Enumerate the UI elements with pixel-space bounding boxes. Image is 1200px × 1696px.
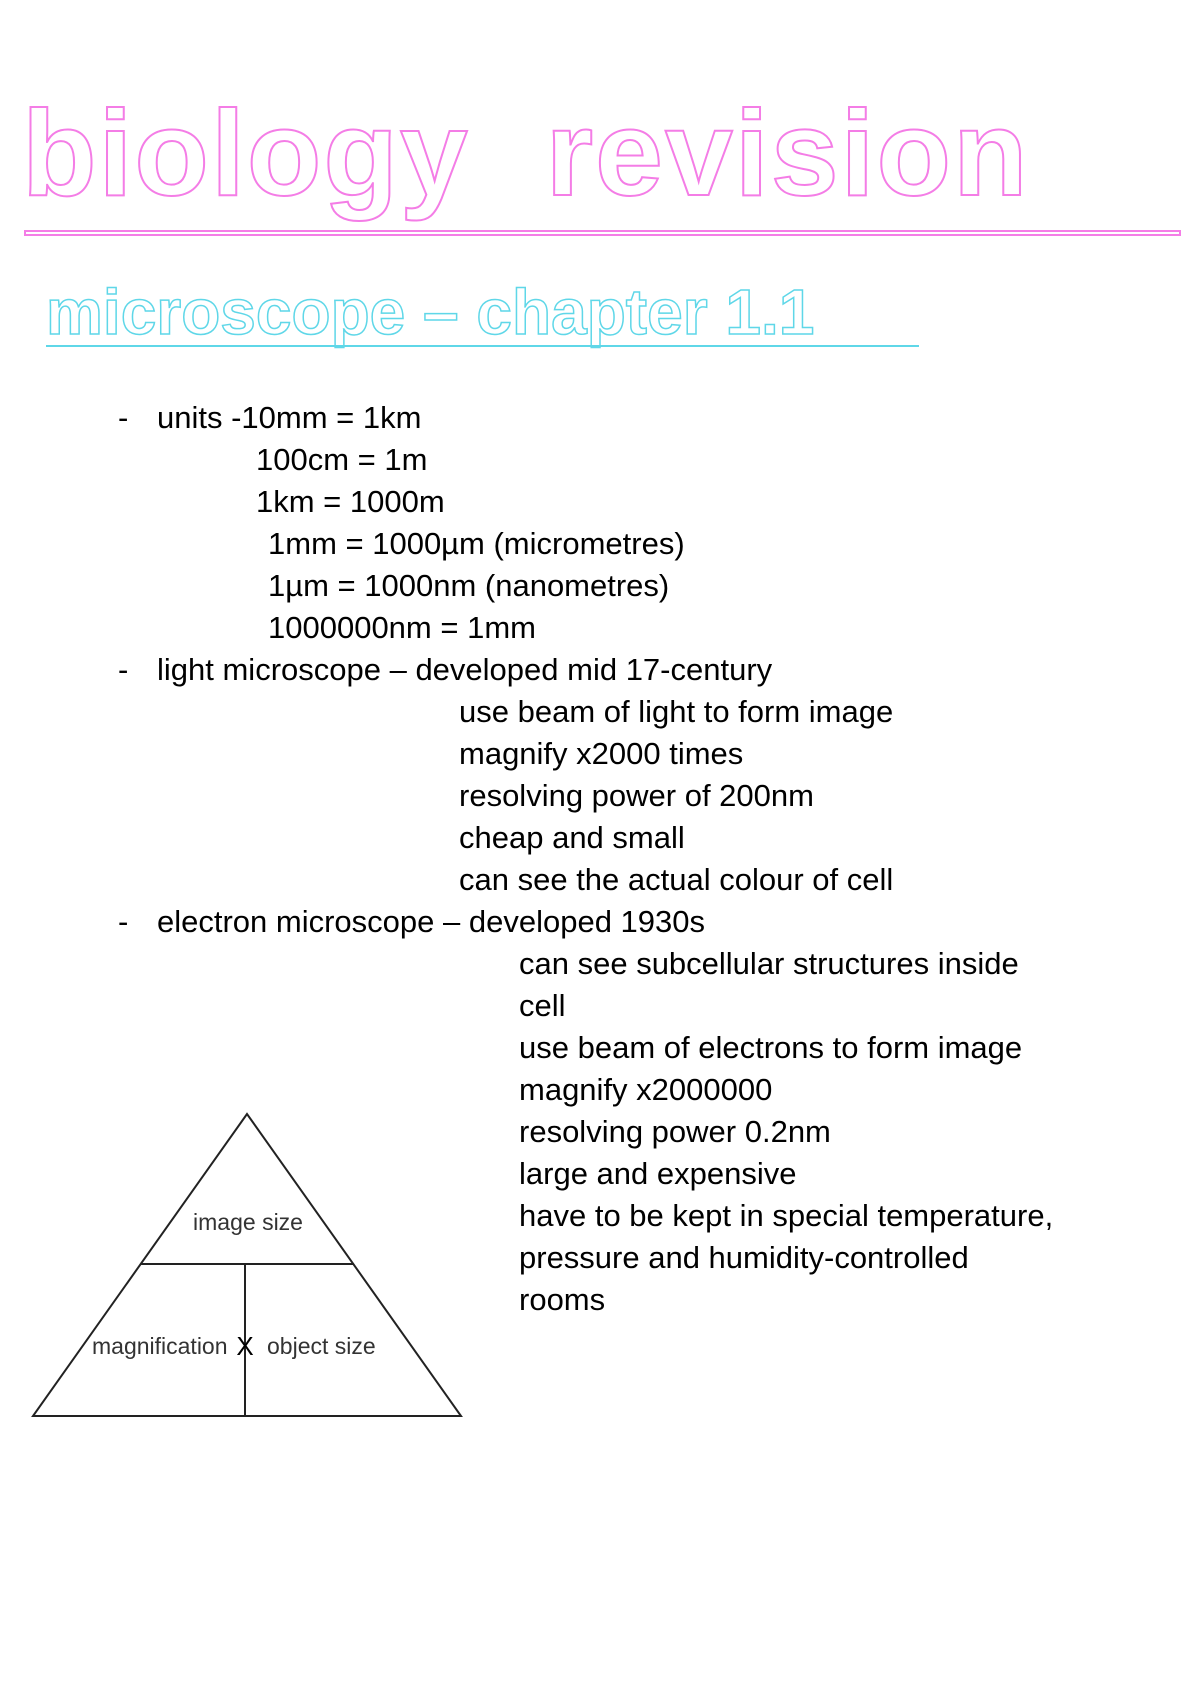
light-microscope-line: magnify x2000 times [459, 736, 744, 771]
light-microscope-line: use beam of light to form image [459, 694, 894, 729]
bullet-dash: - [118, 904, 129, 939]
triangle-right-label: object size [267, 1333, 376, 1359]
electron-microscope-line: pressure and humidity-controlled [519, 1240, 969, 1275]
title-underline [24, 230, 1181, 236]
units-line: 1mm = 1000µm (micrometres) [268, 526, 685, 561]
electron-microscope-line: resolving power 0.2nm [519, 1114, 831, 1149]
magnification-triangle-diagram [30, 1100, 470, 1430]
triangle-top-label: image size [193, 1209, 303, 1235]
light-microscope-line: can see the actual colour of cell [459, 862, 894, 897]
units-line: 1µm = 1000nm (nanometres) [268, 568, 670, 603]
units-line: 100cm = 1m [256, 442, 428, 477]
electron-microscope-line: can see subcellular structures inside [519, 946, 1019, 981]
light-microscope-line: resolving power of 200nm [459, 778, 814, 813]
bullet-dash: - [118, 400, 129, 435]
section-title: microscope – chapter 1.1 [46, 276, 815, 348]
electron-microscope-line: have to be kept in special temperature, [519, 1198, 1054, 1233]
light-microscope-label: light microscope – developed mid 17-century [157, 652, 773, 687]
electron-microscope-line: large and expensive [519, 1156, 797, 1191]
multiply-operator: X [236, 1331, 254, 1361]
page-title: biology revision [22, 85, 1030, 221]
triangle-left-label: magnification [92, 1333, 228, 1359]
bullet-dash: - [118, 652, 129, 687]
units-label: units -10mm = 1km [157, 400, 422, 435]
electron-microscope-line: use beam of electrons to form image [519, 1030, 1023, 1065]
light-microscope-line: cheap and small [459, 820, 685, 855]
electron-microscope-label: electron microscope – developed 1930s [157, 904, 706, 939]
section-title-underline [46, 345, 919, 347]
electron-microscope-line: cell [519, 988, 566, 1023]
units-line: 1km = 1000m [256, 484, 445, 519]
electron-microscope-line: rooms [519, 1282, 606, 1317]
electron-microscope-line: magnify x2000000 [519, 1072, 773, 1107]
units-line: 1000000nm = 1mm [268, 610, 536, 645]
